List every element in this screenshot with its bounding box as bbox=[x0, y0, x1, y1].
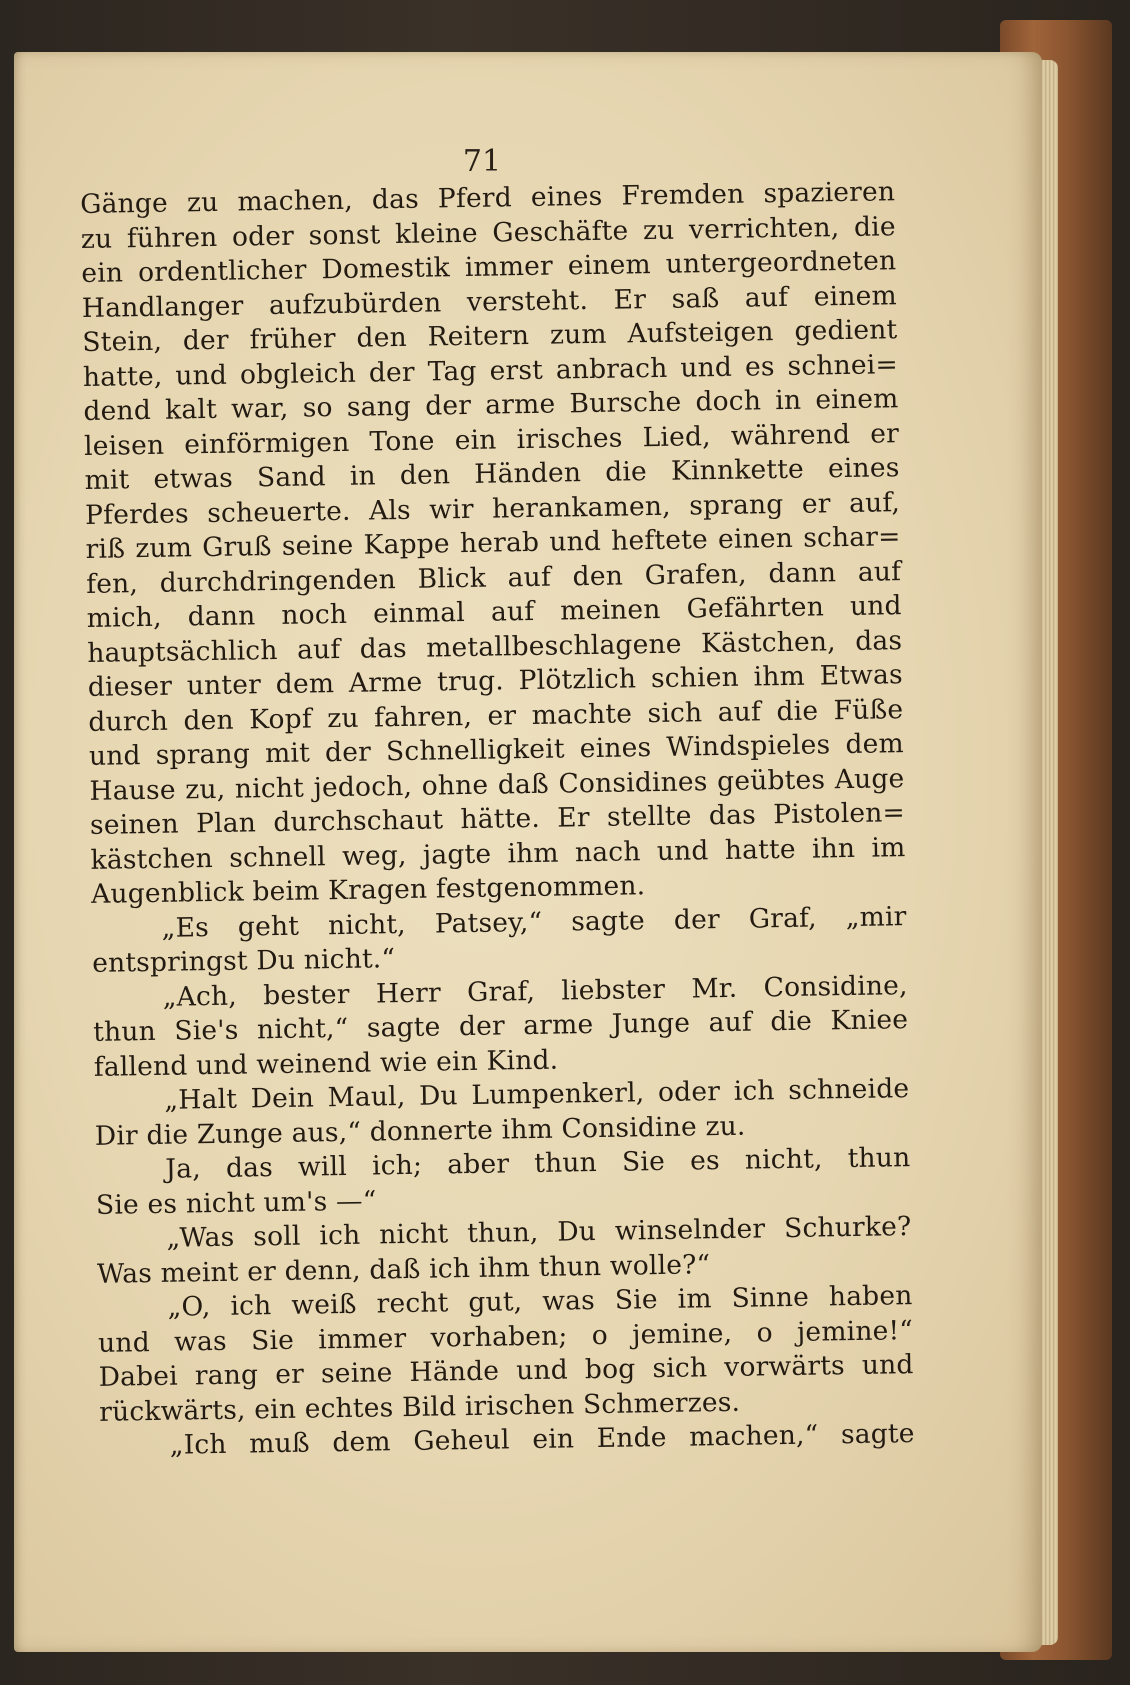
text-line: mit etwas Sand in den Händen die Kinnkette eines bbox=[84, 452, 900, 496]
text-line: Gänge zu machen, das Pferd eines Fremden spazieren bbox=[80, 176, 896, 220]
text-line: fallend und weinend wie ein Kind. bbox=[93, 1044, 559, 1083]
text-line: „Was soll ich nicht thun, Du winselnder Schurke? bbox=[166, 1211, 912, 1254]
text-line: „Ich muß dem Geheul ein Ende machen,“ sagte bbox=[169, 1418, 915, 1461]
text-line: kästchen schnell weg, jagte ihm nach und hatte ihn im bbox=[90, 831, 906, 876]
text-line: fen, durchdringenden Blick auf den Grafen, dann auf bbox=[85, 555, 902, 600]
text-line: und was Sie immer vorhaben; o jemine, o jemine!“ bbox=[97, 1314, 914, 1359]
text-line: Sie es nicht um's —“ bbox=[95, 1184, 377, 1221]
text-line: Stein, der früher den Reitern zum Aufsteigen gedient bbox=[82, 314, 898, 358]
text-line: Handlanger aufzubürden versteht. Er saß auf einem bbox=[81, 279, 898, 324]
text-line: Pferdes scheuerte. Als wir herankamen, sprang er auf, bbox=[84, 486, 901, 531]
text-line: Hause zu, nicht jedoch, ohne daß Considines geübtes Auge bbox=[89, 762, 905, 807]
text-line: Ja, das will ich; aber thun Sie es nicht, thun bbox=[165, 1142, 911, 1185]
text-line: seinen Plan durchschaut hätte. Er stellte das Pistolen= bbox=[89, 797, 906, 841]
text-line: entspringst Du nicht.“ bbox=[91, 943, 396, 979]
text-line: dieser unter dem Arme trug. Plötzlich schien ihm Etwas bbox=[87, 659, 903, 703]
text-line: Dabei rang er seine Hände und bog sich vorwärts und bbox=[98, 1349, 914, 1393]
page-number: 71 bbox=[462, 144, 502, 179]
text-line: „O, ich weiß recht gut, was Sie im Sinne haben bbox=[167, 1280, 913, 1323]
text-line: durch den Kopf zu fahren, er machte sich auf die Füße bbox=[88, 693, 904, 738]
text-line: „Halt Dein Maul, Du Lumpenkerl, oder ich schneide bbox=[164, 1073, 910, 1116]
text-line: dend kalt war, so sang der arme Bursche doch in einem bbox=[83, 383, 899, 427]
text-line: und sprang mit der Schnelligkeit eines Windspieles dem bbox=[88, 728, 905, 772]
text-line: Was meint er denn, daß ich ihm thun wolle?“ bbox=[96, 1248, 711, 1290]
text-line: Dir die Zunge aus,“ donnerte ihm Considine zu. bbox=[94, 1110, 746, 1152]
text-line: „Ach, bester Herr Graf, liebster Mr. Considine, bbox=[162, 969, 908, 1013]
text-line: mich, dann noch einmal auf meinen Gefährten und bbox=[86, 590, 902, 634]
text-line: zu führen oder sonst kleine Geschäfte zu verrichten, die bbox=[80, 210, 896, 255]
page-text bbox=[80, 175, 915, 1464]
text-line: Augenblick beim Kragen festgenommen. bbox=[90, 870, 646, 910]
text-line: hauptsächlich auf das metallbeschlagene Kästchen, das bbox=[87, 624, 903, 669]
text-line: „Es geht nicht, Patsey,“ sagte der Graf, „mir bbox=[161, 900, 907, 944]
text-line: ein ordentlicher Domestik immer einem untergeordneten bbox=[81, 245, 897, 289]
text-line: thun Sie's nicht,“ sagte der arme Junge auf die Kniee bbox=[93, 1004, 909, 1048]
text-line: riß zum Gruß seine Kappe herab und heftete einen schar= bbox=[85, 521, 901, 565]
text-line: leisen einförmigen Tone ein irisches Lied, während er bbox=[83, 417, 900, 462]
text-line: rückwärts, ein echtes Bild irischen Schmerzes. bbox=[98, 1386, 741, 1428]
text-line: hatte, und obgleich der Tag erst anbrach und es schnei= bbox=[82, 348, 899, 393]
